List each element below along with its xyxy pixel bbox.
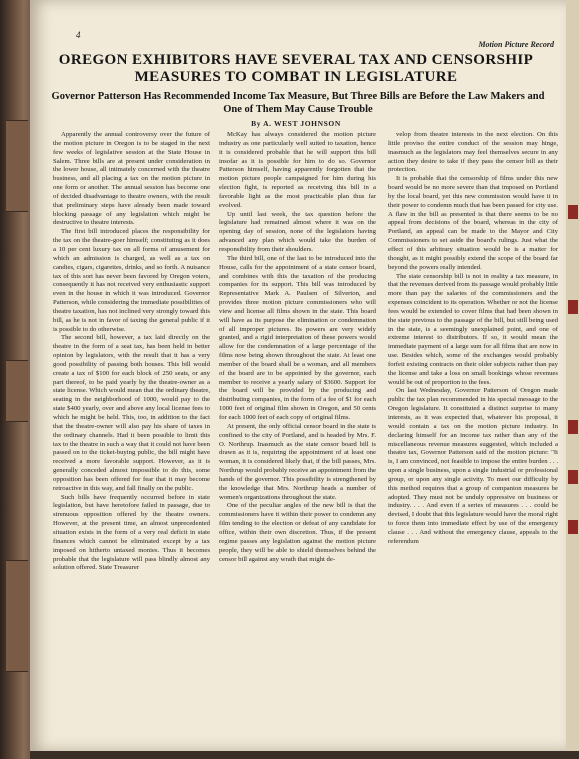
paragraph: The third bill, one of the last to be introduced into the House, calls for the appointment of a state censor board, and combines with this the taxation of the producing companies for its support. This bill was introduced by Representative Mark A. Paulsen of Silverton, and provides three motion picture commissioners who will view and license all films shown in the state. This board will have as its purpose the elimination or condemnation of all improper pictures. Its powers are very widely granted, and a rigid interpretation of these powers would allow for the condemnation of a large percentage of the films now being shown throughout the state. At least one member of the board shall be a woman, and all members of the board are to be appointed by the governor, each member to receive a yearly salary of $3600. Support for the board will be provided by the producing and distributing companies, in the form of a fee of $1 for each 1000 feet of original film shown in Oregon, and 50 cents for each 1000 feet of each copy of original films. (219, 254, 376, 421)
article-column-3 (388, 131, 558, 547)
edge-tab (568, 470, 578, 484)
paragraph: Up until last week, the tax question before the legislature had remained almost where it was on the opening day of session, none of the legislators having advanced any plan which would take the burden of responsibility from their shoulders. (219, 210, 376, 253)
paragraph: At present, the only official censor board in the state is confined to the city of Portland, and is headed by Mrs. F. O. Northrup. Inasmuch as the state censor board bill is drawn as it is, requiring the appointment of at least one woman, it is considered likely that, if the bill passes, Mrs. Northrup would probably receive an appointment from the hands of the governor. This possibility is strengthened by the knowledge that Mrs. Northrup heads a number of women's organizations throughout the state. (219, 422, 376, 501)
paragraph: The state censorship bill is not in reality a tax measure, in that the revenues derived from its passage would probably little more than pay the salaries of the commissioners and the expenses coincident to its operation. Whether or not the license fees would be extended to cover films that had been shown in the state previous to the passage of the bill, but still being used in the state, is a seemingly unexplained point, and one of extreme interest to distributors. If so, it would mean the immediate payment of a large sum for all films that are now in use. Besides which, some of the exchanges would probably forfeit existing contracts on their older subjects rather than pay the license and take a loss on small bookings whose revenues would be out of proportion to the fees. (388, 272, 558, 386)
paragraph: One of the peculiar angles of the new bill is that the commissioners have it within their power to condemn any film tending to the election or defeat of any candidate for office, within their own discretion. Thus, if the present regime passes any legislation against the motion picture people, they will be able to shield themselves behind the censor bill against any wrath that might de- (219, 502, 376, 563)
paragraph: The first bill introduced places the responsibility for the tax on the theatre-goer himself; constituting as it does a 10 per cent luxury tax on all forms of amusement for which an admission is charged, as well as a tax on candies, cigars, cigarettes, drinks, and so forth. A nuisance tax of this sort has never been favored by Oregon voters, consequently it has not received very enthusiastic support even in the house in which it was introduced. Governor Patterson, while considering the immediate possibilities of theatre taxation, has not inclined very strongly toward this bill, as he is not in favor of taxing the general public if it is possible to do otherwise. (53, 228, 210, 333)
page-bottom-edge (30, 751, 579, 759)
article-byline: By A. WEST JOHNSON (251, 119, 341, 128)
paragraph: The second bill, however, a tax laid directly on the theatre in the form of a seat tax, has been held in better opinion by legislators, with the result that it has a very good possibility of passing both houses. This bill would create a tax of $100 for each block of 250 seats, or any part thereof, to be paid yearly by the theatre-owner as a state license. Which would mean that the ordinary theatre, seating in the neighborhood of 1000, would pay to the state $400 yearly, over and above any local license fees to which he might be held. This, too, in addition to the fact that the theatre-owner will also pay his share of taxes in the ordinary channels. Had it been possible to limit this tax to the theatre in such a way that it could not have been passed on to the ticket-buying public, the bill might have received a more favorable support. However, as it is generally conceded almost impossible to do this, some opposition has been offered for fear that it may become retroactive in this way, and fall finally on the public. (53, 334, 210, 492)
edge-tab (568, 520, 578, 534)
paragraph: On last Wednesday, Governor Patterson of Oregon made public the tax plan recommended in his special message to the Oregon legislature. It constituted a distinct surprise to many interests, as it was expected that, whatever his proposal, it would contain a tax on the motion picture industry. In declaring himself for an income tax rather than any of the miscellaneous revenue measures suggested, which included a theatre tax, Governor Patterson said of the motion picture: "It is, I am convinced, not feasible to impose the entire burden . . . upon a single business, upon a single industrial or professional group, or upon any single activity. To meet our difficulty by this method requires that a group of companion measures be adopted. They must not be unduly oppressive on business or industry. . . . And even if a series of measures . . . could be devised, I doubt that this legislature would have the moral right to force them into immediate effect by use of the emergency clause . . . And without the emergency clause, appeals to the referendum (388, 387, 558, 545)
adjacent-page-edge (566, 0, 579, 759)
binding-band (6, 360, 28, 422)
paragraph: Apparently the annual controversy over the future of the motion picture in Oregon is to be staged in the next few weeks of legislative session at the State House in Salem. Three bills are at present under consideration in the lower house, all intimately concerned with the theatre business, and all placing a tax on the motion picture in one form or another. The annual session has become one of decided disadvantage to theatre owners, with the result that preliminary steps have already been made toward blocking passage of any legislation which might be destructive to theatre interests. (53, 131, 210, 227)
paragraph: It is probable that the censorship of films under this new board would be no more severe than that imposed on Portland by the local board, yet this new commission would have it in their power to condemn much that has been passed for city use. A flaw in the bill as presented is that there seems to be no appeal from decisions of the board, whereas in the city of Portland, an appeal can be made to the Mayor and City Commissioners to set aside the board's rulings. Just what the effect of this arbitrary situation would be is a matter for thought, as it might possibly extend the scope of the board far beyond the powers really intended. (388, 175, 558, 271)
running-head: Motion Picture Record (478, 40, 554, 49)
article-subtitle: Governor Patterson Has Recommended Income Tax Measure, But Three Bills are Before the Law Makers and One of Them May Cause Trouble (51, 91, 545, 115)
binding-band (6, 120, 28, 212)
binding-band (6, 560, 28, 672)
edge-tab (568, 420, 578, 434)
page-number: 4 (76, 30, 81, 40)
paragraph: Such bills have frequently occurred before in state legislation, but have heretofore failed in passage, due to strenuous opposition offered by the theatre owners. However, at the present time, an almost unprecedented situation exists in the form of a very real deficit in state finances which cannot be eliminated except by a tax imposed on hitherto untaxed monies. Thus it becomes probable that the legislature will pass blindly almost any solution offered. State Treasurer (53, 493, 210, 572)
article-column-2 (219, 131, 376, 564)
paragraph: McKay has always considered the motion picture industry as one particularly well suited to taxation, hence it is considered probable that he will support this bill insofar as it is possible for him to do so. Governor Patterson himself, having apparently forgotten that the motion picture people campaigned for him during his election fight, is reported as receiving this bill in a favorable light as the most practicable plan thus far evolved. (219, 131, 376, 209)
article-column-1 (53, 131, 210, 573)
edge-tab (568, 300, 578, 314)
book-binding (0, 0, 34, 759)
paragraph: velop from theatre interests in the next election. On this little proviso the entire conduct of the session may hinge, inasmuch as the legislators may feel themselves secure in any action they desire to take if they pass the censor bill as their protection. (388, 131, 558, 174)
edge-tab (568, 205, 578, 219)
article-title: OREGON EXHIBITORS HAVE SEVERAL TAX AND CENSORSHIP MEASURES TO COMBAT IN LEGISLATURE (58, 52, 534, 85)
